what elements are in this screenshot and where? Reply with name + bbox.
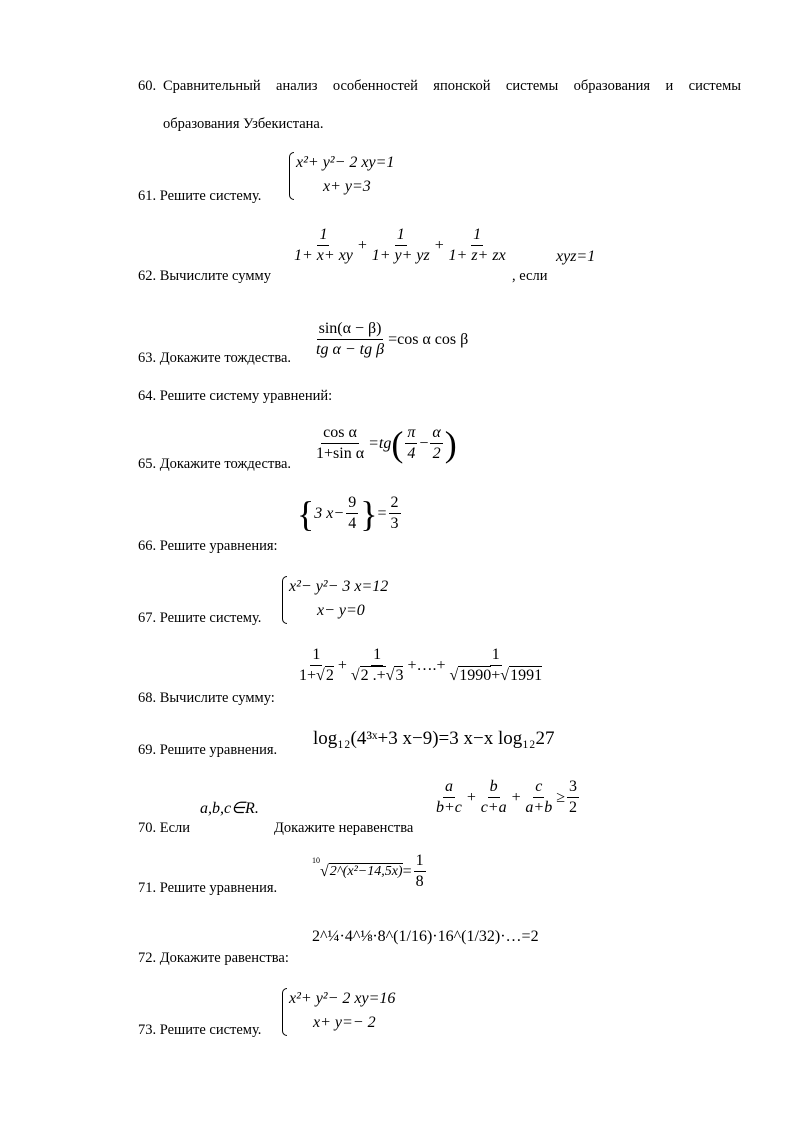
item-60-line1: Сравнительный анализ особенностей японской системы образования и системы [163,78,741,94]
item-65-label: 65. Докажите тождества. [138,456,292,472]
item-65-fraction: $\frac{\text{cos α}}{\text{1+sin α}}$ [316,424,365,463]
item-66-rhs-fraction: $\frac{2}{3}$ [390,494,399,533]
item-65-pi-fraction: $\frac{\pi}{4}$ [407,424,416,463]
item-63-fraction: $\frac{\sin⁡(\alpha - \beta)}{\text{tg α − tg β}}$ [316,320,385,359]
item-62-label: 62. Вычислите сумму [138,268,271,284]
item-71-rhs-fraction: $\frac{1}{8}$ [415,852,424,891]
item-71-label: 71. Решите уравнения. [138,880,278,896]
item-68-fraction-3: $\frac{1}{√1990+√1991}$ [449,646,543,685]
item-70-fraction-1: $\frac{a}{b+c}$ [436,778,462,817]
item-65-identity: $\frac{\text{cos α}}{\text{1+sin α}}$ =tg ( $\frac{\pi}{4}$ − $\frac{\alpha}{2}$ ) [316,423,457,464]
item-62-condition: xyz=1 [556,248,596,265]
root-index: 10 [312,856,320,865]
item-68-sum: $\frac{1}{1+√2}$ + $\frac{1}{√2 .+√3}$ +….+ $\frac{1}{√1990+√1991}$ [299,646,543,685]
item-71-equation: 10 √ 2^(x²−14,5x) = $\frac{1}{8}$ [312,852,424,891]
item-62-fraction-3: $\frac{1}{1+ z+ zx}$ [448,226,506,265]
item-68-label: 68. Вычислите сумму: [138,690,275,706]
item-62-fraction-2: $\frac{1}{1+ y+ yz}$ [371,226,430,265]
equals-sign: = [377,504,387,522]
item-70-rhs-fraction: $\frac{3}{2}$ [568,778,577,817]
equals-sign: = [402,862,412,880]
minus-sign: − [419,434,429,452]
item-73-eq2: x+ y=− 2 [313,1014,376,1031]
ge-sign: ≥ [556,788,565,806]
system-brace [282,576,287,624]
item-70-inequality: $\frac{a}{b+c}$ + $\frac{b}{c+a}$ + $\frac{c}{a+b}$ ≥ $\frac{3}{2}$ [436,778,577,817]
item-62-sum: $\frac{1}{1+ x+ xy}$ + $\frac{1}{1+ y+ yz}$ + $\frac{1}{1+ z+ zx}$ [294,226,506,265]
item-66-fraction: $\frac{9}{4}$ [348,494,357,533]
item-63-identity [312,320,468,360]
item-66-inner: 3 x− [314,504,345,522]
item-63-label: 63. Докажите тождества. [138,350,292,366]
item-63-rhs: =cos α cos β [388,330,469,348]
root-body: 2^(x²−14,5x) [329,864,403,880]
item-65-rhs: =tg [368,434,392,452]
item-69-equation: log₁₂(4³ˣ+3 x−9)=3 x−x log₁₂27 [313,728,555,749]
item-65-alpha-fraction: $\frac{\alpha}{2}$ [432,424,441,463]
item-73-label: 73. Решите систему. [138,1022,262,1038]
item-72-label: 72. Докажите равенства: [138,950,289,966]
item-66-label: 66. Решите уравнения: [138,538,278,554]
item-70-set: a,b,c∈R. [200,800,259,817]
system-brace [282,988,287,1036]
item-72-equation: 2^¼·4^⅛·8^(1/16)·16^(1/32)·…=2 [312,928,539,945]
system-brace [289,152,294,200]
item-73-eq1: x²+ y²− 2 xy=16 [289,990,396,1007]
item-60-line2: образования Узбекистана. [163,116,324,132]
ellipsis: +….+ [407,656,446,674]
item-66-equation: { 3 x− $\frac{9}{4}$ } = $\frac{2}{3}$ [297,493,399,534]
item-67-eq2: x− y=0 [317,602,365,619]
item-62-if-text: , если [512,268,548,284]
item-61-eq1: x²+ y²− 2 xy=1 [296,154,395,171]
item-68-fraction-2: $\frac{1}{√2 .+√3}$ [350,646,404,685]
item-70-mid-text: Докажите неравенства [274,820,414,836]
item-61-label: 61. Решите систему. [138,188,262,204]
item-70-fraction-2: $\frac{b}{c+a}$ [480,778,507,817]
item-67-label: 67. Решите систему. [138,610,262,626]
item-70-label: 70. Если [138,820,191,836]
item-67-eq1: x²− y²− 3 x=12 [289,578,389,595]
item-61-eq2: x+ y=3 [323,178,371,195]
item-70-fraction-3: $\frac{c}{a+b}$ [525,778,553,817]
item-69-label: 69. Решите уравнения. [138,742,278,758]
item-64-label: 64. Решите систему уравнений: [138,388,333,404]
item-60-number: 60. [138,78,157,94]
item-68-fraction-1: $\frac{1}{1+√2}$ [299,646,334,685]
item-62-fraction-1: $\frac{1}{1+ x+ xy}$ [294,226,353,265]
